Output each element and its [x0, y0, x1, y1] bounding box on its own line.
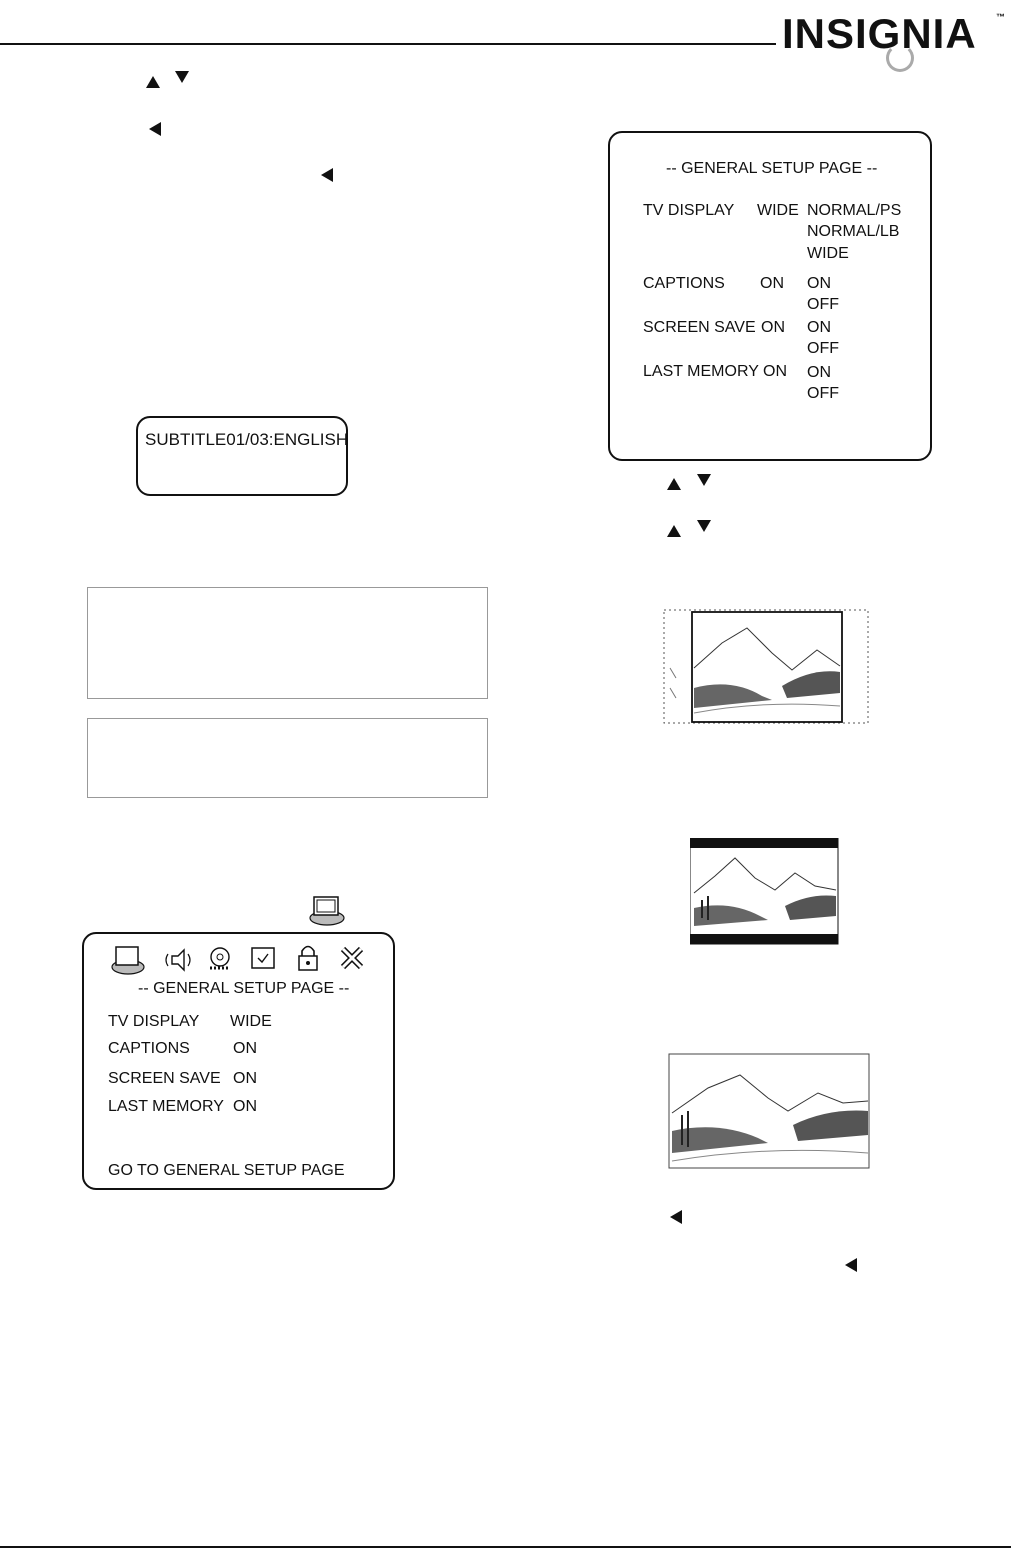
up-arrow-icon	[667, 525, 681, 537]
left-arrow-icon	[845, 1258, 857, 1272]
option-choice: ON	[807, 364, 831, 381]
option-choice: OFF	[807, 296, 839, 313]
header-rule	[0, 43, 776, 45]
note-box	[87, 587, 488, 699]
left-arrow-icon	[321, 168, 333, 182]
footer-rule	[0, 1546, 1011, 1548]
setup-row-label: SCREEN SAVE	[108, 1070, 221, 1087]
option-row-label: SCREEN SAVE	[643, 319, 756, 336]
wide-illustration	[668, 1053, 872, 1171]
tv-icon	[308, 894, 346, 926]
left-arrow-icon	[149, 122, 161, 136]
subtitle-display-box	[136, 416, 348, 496]
down-arrow-icon	[697, 474, 711, 486]
disc-icon	[210, 948, 230, 968]
option-row-value: WIDE	[757, 202, 799, 219]
brand-logo: INSIGNIA	[782, 10, 977, 57]
option-choice: WIDE	[807, 245, 849, 262]
subtitle-display-text: SUBTITLE01/03:ENGLISH	[145, 430, 349, 449]
close-icon	[343, 949, 361, 967]
setup-options-box	[608, 131, 932, 461]
setup-menu-box	[82, 932, 395, 1190]
video-icon	[252, 948, 274, 968]
setup-options-title: -- GENERAL SETUP PAGE --	[666, 160, 878, 177]
normal-lb-illustration	[690, 838, 840, 946]
up-arrow-icon	[667, 478, 681, 490]
option-row-label: TV DISPLAY	[643, 202, 735, 219]
left-arrow-icon	[670, 1210, 682, 1224]
option-choice: ON	[807, 275, 831, 292]
logo-arc-icon	[886, 44, 914, 72]
option-row-label: LAST MEMORY	[643, 363, 759, 380]
option-row-value: ON	[761, 319, 785, 336]
setup-row-value: WIDE	[230, 1013, 272, 1030]
setup-row-label: TV DISPLAY	[108, 1013, 200, 1030]
setup-menu-title: -- GENERAL SETUP PAGE --	[138, 980, 350, 997]
option-choice: OFF	[807, 340, 839, 357]
down-arrow-icon	[697, 520, 711, 532]
setup-row-value: ON	[233, 1040, 257, 1057]
option-row-label: CAPTIONS	[643, 275, 725, 292]
option-choice: OFF	[807, 385, 839, 402]
setup-row-value: ON	[233, 1070, 257, 1087]
note-box	[87, 718, 488, 798]
option-choice: NORMAL/PS	[807, 202, 902, 219]
option-choice: NORMAL/LB	[807, 223, 900, 240]
tv-icon	[112, 947, 144, 974]
option-choice: ON	[807, 319, 831, 336]
setup-menu-footer: GO TO GENERAL SETUP PAGE	[108, 1162, 345, 1179]
option-row-value: ON	[763, 363, 787, 380]
setup-row-label: CAPTIONS	[108, 1040, 190, 1057]
trademark-mark: ™	[996, 12, 1005, 22]
setup-row-value: ON	[233, 1098, 257, 1115]
normal-ps-illustration	[662, 608, 872, 726]
up-arrow-icon	[146, 76, 160, 88]
setup-row-label: LAST MEMORY	[108, 1098, 224, 1115]
lock-icon	[299, 947, 317, 971]
speaker-icon	[166, 950, 190, 970]
down-arrow-icon	[175, 71, 189, 83]
option-row-value: ON	[760, 275, 784, 292]
setup-menu-icon-bar	[108, 942, 378, 976]
